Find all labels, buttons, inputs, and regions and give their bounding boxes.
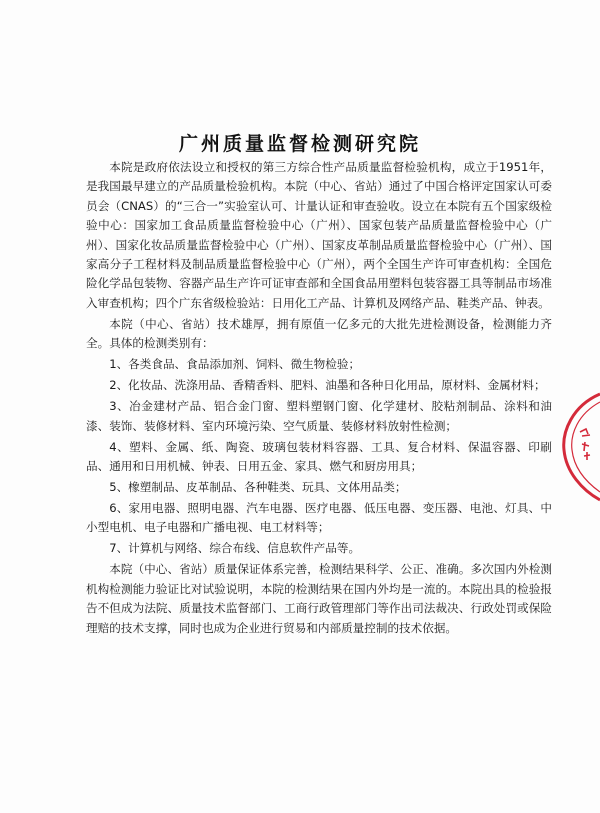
document-body [86, 158, 552, 640]
paragraph-quality: 本院（中心、省站）质量保证体系完善，检测结果科学、公正、准确。多次国内外检测机构检测能力验证比对试验说明，本院的检测结果在国内外均是一流的。本院出具的检验报告不但成为法院、质量技术监督部门、工商行政管理部门等作出司法裁决、行政处罚或保险理赔的技术支撑，同时也成为企业进行贸易和内部质量控制的技术依据。 [86, 562, 552, 635]
page-title: 广州质量监督检测研究院 [178, 132, 421, 155]
red-seal-icon [560, 392, 600, 502]
list-item: 6、家用电器、照明电器、汽车电器、医疗电器、低压电器、变压器、电池、灯具、中小型电机、电子电器和广播电视、电工材料等； [86, 501, 552, 535]
list-item: 1、各类食品、食品添加剂、饲料、微生物检验； [109, 357, 361, 372]
paragraph-intro: 本院是政府依法设立和授权的第三方综合性产品质量监督检验机构，成立于1951年，是我国最早建立的产品质量检验机构。本院（中心、省站）通过了中国合格评定国家认可委员会（CNAS）的“三合一”实验室认可、计量认证和审查验收。设立在本院有五个国家级检验中心：国家加工食品质量监督检验中心（广州）、国家包装产品质量监督检验中心（广州）、国家化妆品质量监督检验中心（广州）、国家皮革制品质量监督检验中心（广州）、国家高分子工程材料及制品质量监督检验中心（广州），两个全国生产许可审查机构：全国危险化学品包装物、容器产品生产许可证审查部和全国食品用塑料包装容器工具等制品市场准入审查机构；四个广东省级检验站：日用化工产品、计算机及网络产品、鞋类产品、钟表。 [86, 160, 552, 310]
list-item: 5、橡塑制品、皮革制品、各种鞋类、玩具、文体用品类； [109, 480, 407, 495]
list-item: 2、化妆品、洗涤用品、香精香料、肥料、油墨和各种日化用品，原材料、金属材料； [109, 378, 546, 393]
list-item: 4、塑料、金属、纸、陶瓷、玻璃包装材料容器、工具、复合材料、保温容器、印刷品、通用和日用机械、钟表、日用五金、家具、燃气和厨房用具； [86, 439, 552, 474]
paragraph-capability: 本院（中心、省站）技术雄厚，拥有原值一亿多元的大批先进检测设备，检测能力齐全。具体的检测类别有： [86, 316, 552, 351]
list-item: 3、冶金建材产品、铝合金门窗、塑料塑钢门窗、化学建材、胶粘剂制品、涂料和油漆、装饰、装修材料、室内环境污染、空气质量、装修材料放射性检测； [86, 399, 552, 433]
list-item: 7、计算机与网络、综合布线、信息软件产品等。 [109, 541, 361, 556]
